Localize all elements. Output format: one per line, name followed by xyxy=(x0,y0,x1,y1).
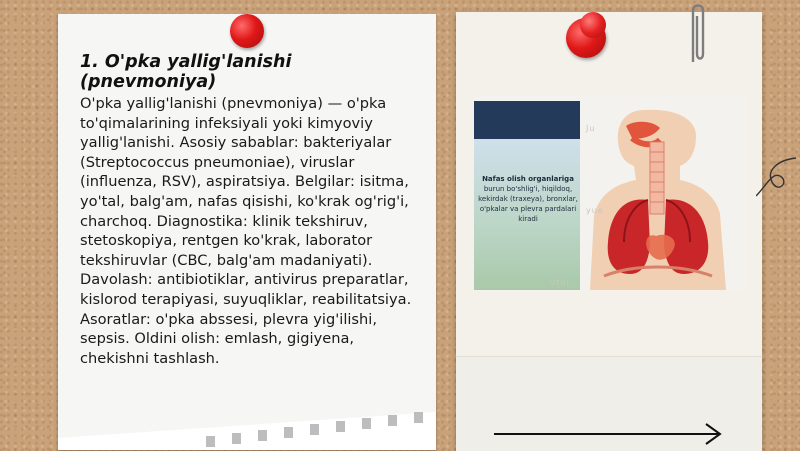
caption-rest: burun bo'shlig'i, hiqildoq, kekirdak (traxeya), bronxlar, o'pkalar va plevra pardalari kiradi xyxy=(478,185,578,223)
pushpin-icon xyxy=(566,18,606,58)
respiratory-system-drawing xyxy=(474,96,746,290)
note-title: 1. O'pka yallig'lanishi (pnevmoniya) xyxy=(80,52,292,92)
ghost-label: yue xyxy=(586,206,604,215)
left-note-paper xyxy=(58,14,436,450)
torn-paper-edge xyxy=(58,402,436,450)
caption-bold: Nafas olish organlariga xyxy=(482,175,574,183)
note-body: O'pka yallig'lanishi (pnevmoniya) — o'pka to'qimalarining infeksiyali yoki kimyoviy yallig'lanishi. Asosiy sabablar: bakteriyalar (Streptococcus pneumoniae), viruslar (influenza, RSV), aspiratsiya. Belgilar: isitma, yo'tal, balg'am, nafas qisishi, ko'krak og'rig'i, charchoq. Diagnostika: klinik tekshiruv, stetoskopiya, rentgen ko'krak, laborator tekshiruvlar (CBC, balg'am madaniyati). Davolash: antibiotiklar, antivirus preparatlar, kislorod terapiyasi, suyuqliklar, reabilitatsiya. Asoratlar: o'pka abssesi, plevra yig'ilishi, sepsis. Oldini olish: emlash, gigiyena, chekishni tashlash. xyxy=(80,95,412,367)
ghost-label: Ju xyxy=(586,124,596,133)
squiggle-icon xyxy=(756,152,800,208)
respiratory-illustration xyxy=(474,96,746,290)
ghost-label: utui xyxy=(550,278,570,287)
pushpin-icon xyxy=(230,14,264,48)
arrow-right-icon xyxy=(494,422,726,446)
paperclip-icon xyxy=(686,0,710,66)
